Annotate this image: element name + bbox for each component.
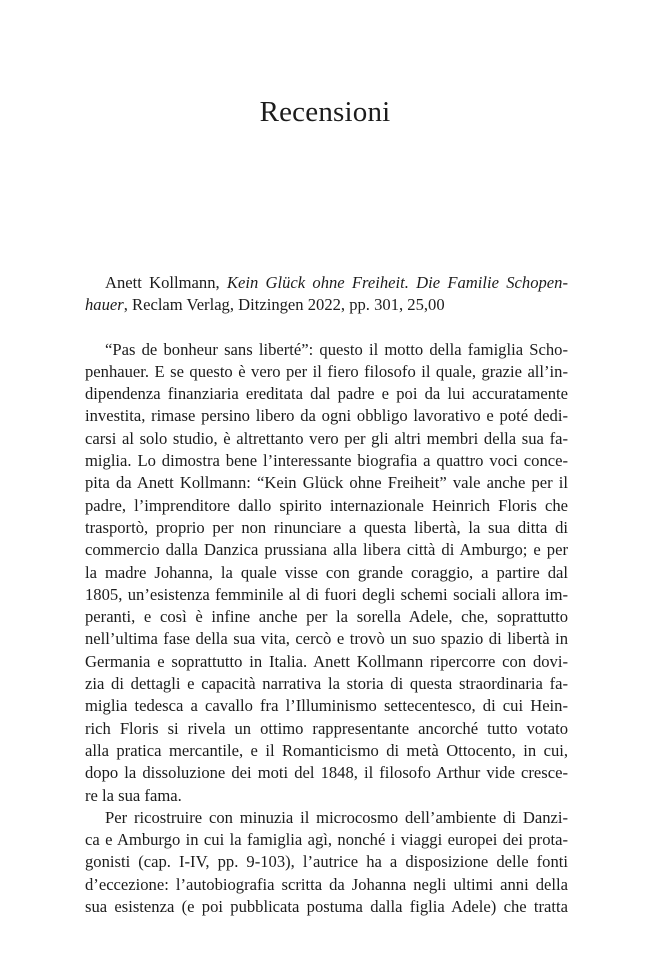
text-line: nell’ultima fase della sua vita, cercò e trovò un suo spazio di libertà in: [85, 629, 568, 649]
text-line: dopo la dissoluzione dei moti del 1848, il filosofo Arthur vide cresce-: [85, 763, 568, 783]
text-line: rich Floris si rivela un ottimo rappresentante ancorché tutto votato: [85, 718, 568, 738]
text-line: peranti, e così è infine anche per la sorella Adele, che, soprattutto: [85, 607, 568, 627]
text-line: alla pratica mercantile, e il Romanticismo di metà Ottocento, in cui,: [85, 740, 568, 760]
text-line: zia di dettagli e capacità narrativa la storia di questa straordinaria fa-: [85, 674, 568, 694]
citation-title: Kein Glück ohne Freiheit. Die Familie Schopen-: [226, 273, 568, 292]
review-text: [85, 339, 568, 919]
text-line: penhauer. E se questo è vero per il fiero filosofo il quale, grazie all’in-: [85, 361, 568, 381]
text-line: pita da Anett Kollmann: “Kein Glück ohne Freiheit” vale anche per il: [85, 473, 568, 493]
text-line: 1805, un’esistenza femminile al di fuori degli schemi sociali allora im-: [85, 584, 568, 604]
text-line: trasportò, proprio per non rinunciare a questa libertà, la sua ditta di: [85, 517, 568, 537]
text-line: “Pas de bonheur sans liberté”: questo il motto della famiglia Scho-: [105, 339, 568, 359]
citation-author: Anett Kollmann,: [105, 273, 227, 292]
review-body: [85, 272, 568, 918]
citation-publisher: , Reclam Verlag, Ditzingen 2022, pp. 301, 25,00: [123, 295, 445, 315]
text-line: carsi al solo studio, è altrettanto vero per gli altri membri della sua fa-: [85, 428, 568, 448]
text-line: d’eccezione: l’autobiografia scritta da Johanna negli ultimi anni della: [85, 874, 568, 894]
text-line: ca e Amburgo in cui la famiglia agì, nonché i viaggi europei dei prota-: [85, 830, 568, 850]
text-line: Per ricostruire con minuzia il microcosmo dell’ambiente di Danzi-: [105, 807, 568, 827]
text-line: la madre Johanna, la quale visse con grande coraggio, a partire dal: [85, 562, 568, 582]
text-line: Germania e soprattutto in Italia. Anett Kollmann ripercorre con dovi-: [85, 651, 568, 671]
text-line: re la sua fama.: [85, 785, 182, 805]
text-line: miglia tedesca a cavallo fra l’Illuminismo settecentesco, di cui Hein-: [85, 696, 568, 716]
text-line: padre, l’imprenditore dallo spirito internazionale Heinrich Floris che: [85, 495, 568, 515]
text-line: sua esistenza (e poi pubblicata postuma dalla figlia Adele) che tratta: [85, 897, 568, 917]
text-line: commercio dalla Danzica prussiana alla libera città di Amburgo; e per: [85, 540, 568, 560]
book-citation: [85, 272, 568, 317]
text-line: dipendenza finanziaria ereditata dal padre e poi da lui accuratamente: [85, 384, 568, 404]
text-line: miglia. Lo dimostra bene l’interessante biografia a quattro voci conce-: [85, 451, 568, 471]
text-line: gonisti (cap. I-IV, pp. 9-103), l’autrice ha a disposizione delle fonti: [85, 852, 568, 872]
citation-title-end: hauer: [85, 295, 124, 315]
text-line: investita, rimase persino libero da ogni obbligo lavorativo e poté dedi-: [85, 406, 568, 426]
section-heading: Recensioni: [259, 96, 391, 128]
